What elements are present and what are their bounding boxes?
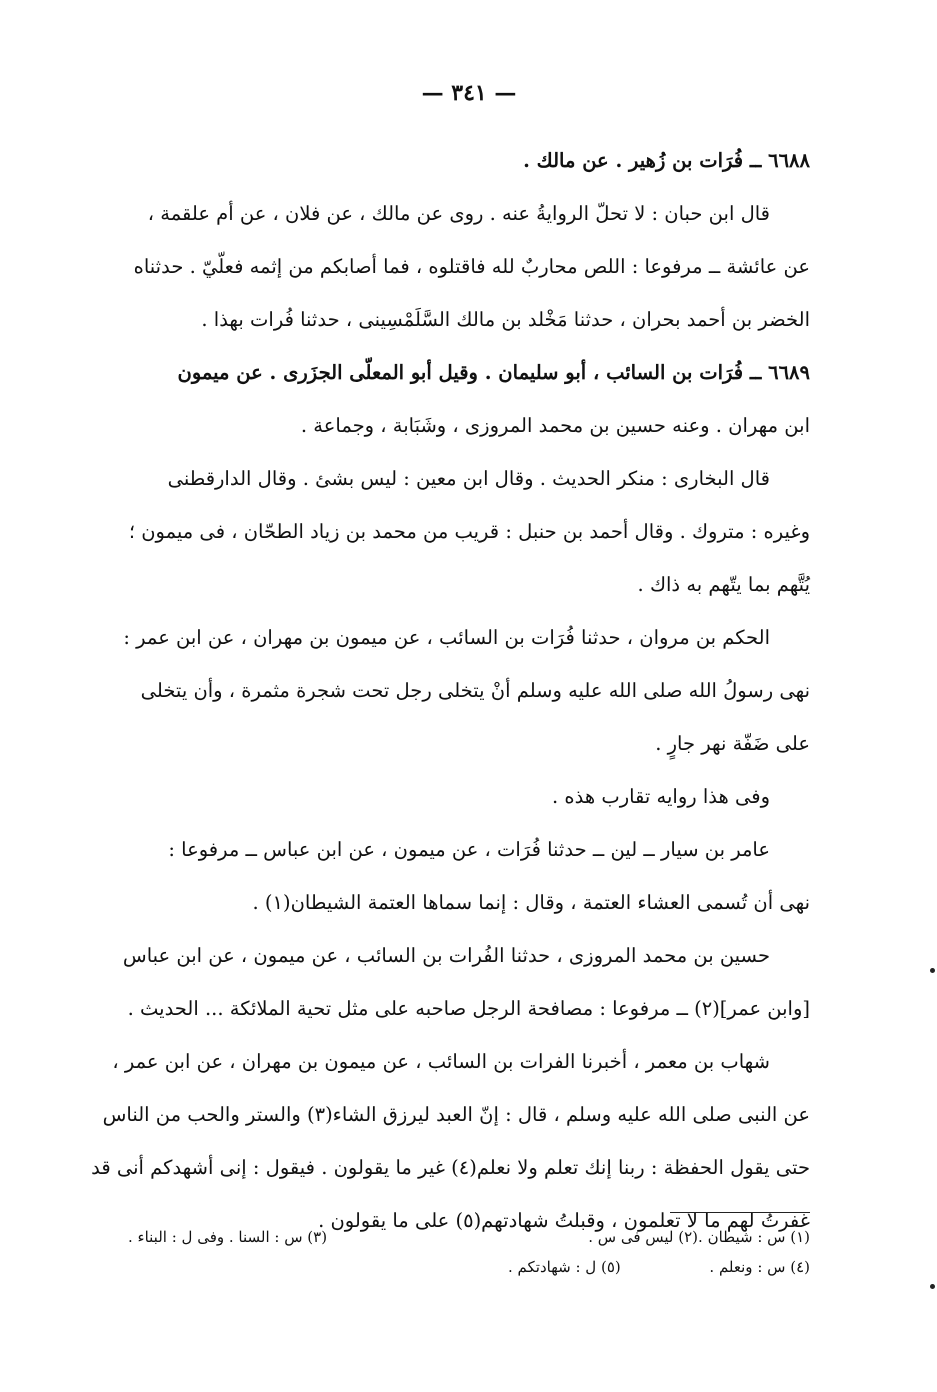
- page-number: — ٣٤١ —: [421, 80, 517, 106]
- footnotes: [128, 1212, 810, 1282]
- footnote-4: (٤) س : ونعلم .: [709, 1258, 810, 1276]
- text-line: الحكم بن مروان ، حدثنا فُرَات بن السائب ، عن ميمون بن مهران ، عن ابن عمر :: [123, 626, 770, 649]
- footnote-2: (٢) ليس فى س .: [588, 1228, 699, 1246]
- text-line: عن عائشة ــ مرفوعا : اللص محاربٌ لله فاقتلوه ، فما أصابكم من إثمه فعلّيّ . حدثناه: [133, 255, 810, 278]
- footnote-5: (٥) ل : شهادتكم .: [508, 1258, 621, 1276]
- footnote-1: (١) س : شيطان .: [698, 1228, 810, 1246]
- text-line: نهى رسولُ الله صلى الله عليه وسلم أنْ يتخلى رجل تحت شجرة مثمرة ، وأن يتخلى: [140, 679, 810, 702]
- text-line: نهى أن تُسمى العشاء العتمة ، وقال : إنما سماها العتمة الشيطان(١) .: [252, 891, 810, 914]
- entry-6689-heading: ٦٦٨٩ ــ فُرَات بن السائب ، أبو سليمان . وقيل أبو المعلّى الجزَرى . عن ميمون: [177, 361, 810, 384]
- footnote-3: (٣) س : السنا . وفى ل : البناء .: [128, 1228, 328, 1246]
- document-page: [91, 80, 810, 1247]
- text-line: [وابن عمر](٢) ــ مرفوعا : مصافحة الرجل صاحبه على مثل تحية الملائكة ... الحديث .: [127, 997, 810, 1020]
- text-line: ابن مهران . وعنه حسين بن محمد المروزى ، وشَبَابة ، وجماعة .: [300, 414, 810, 437]
- footnote-rule: [670, 1212, 810, 1213]
- footnote-row: [128, 1212, 810, 1252]
- text-line: وغيره : متروك . وقال أحمد بن حنبل : قريب من محمد بن زياد الطحّان ، فى ميمون ؛: [128, 520, 810, 543]
- text-line: عامر بن سيار ــ لين ــ حدثنا فُرَات ، عن ميمون ، عن ابن عباس ــ مرفوعا :: [168, 838, 770, 861]
- text-line: حتى يقول الحفظة : ربنا إنك تعلم ولا نعلم(٤) غير ما يقولون . فيقول : إنى أشهدكم أنى قد: [91, 1156, 810, 1179]
- text-line: قال البخارى : منكر الحديث . وقال ابن معين : ليس بشئ . وقال الدارقطنى: [167, 467, 770, 490]
- text-line: على ضَفّة نهر جارٍ .: [655, 732, 810, 755]
- entry-6688-heading: ٦٦٨٨ ــ فُرَات بن زُهير . عن مالك .: [523, 149, 810, 172]
- text-line: قال ابن حبان : لا تحلّ الروايةُ عنه . روى عن مالك ، عن فلان ، عن أم علقمة ،: [147, 202, 770, 225]
- text-line: يُتَّهم بما يتّهم به ذاك .: [637, 573, 810, 596]
- text-line: عن النبى صلى الله عليه وسلم ، قال : إنّ العبد ليرزق الشاء(٣) والستر والحب من الناس: [102, 1103, 810, 1126]
- text-line: حسين بن محمد المروزى ، حدثنا الفُرات بن السائب ، عن ميمون ، عن ابن عباس: [122, 944, 770, 967]
- text-line: غفرتُ لهم ما لا تعلمون ، وقبلتُ شهادتهم(٥) على ما يقولون .: [318, 1209, 810, 1232]
- text-line: شهاب بن معمر ، أخبرنا الفرات بن السائب ، عن ميمون بن مهران ، عن ابن عمر ،: [112, 1050, 770, 1073]
- text-line: وفى هذا روايه تقارب هذه .: [552, 785, 770, 808]
- text-line: الخضر بن أحمد بحران ، حدثنا مَخْلد بن مالك السَّلَمْسِينى ، حدثنا فُرات بهذا .: [201, 308, 810, 331]
- margin-dot: [930, 1284, 935, 1289]
- footnote-row: [128, 1252, 810, 1282]
- margin-dot: [930, 968, 935, 973]
